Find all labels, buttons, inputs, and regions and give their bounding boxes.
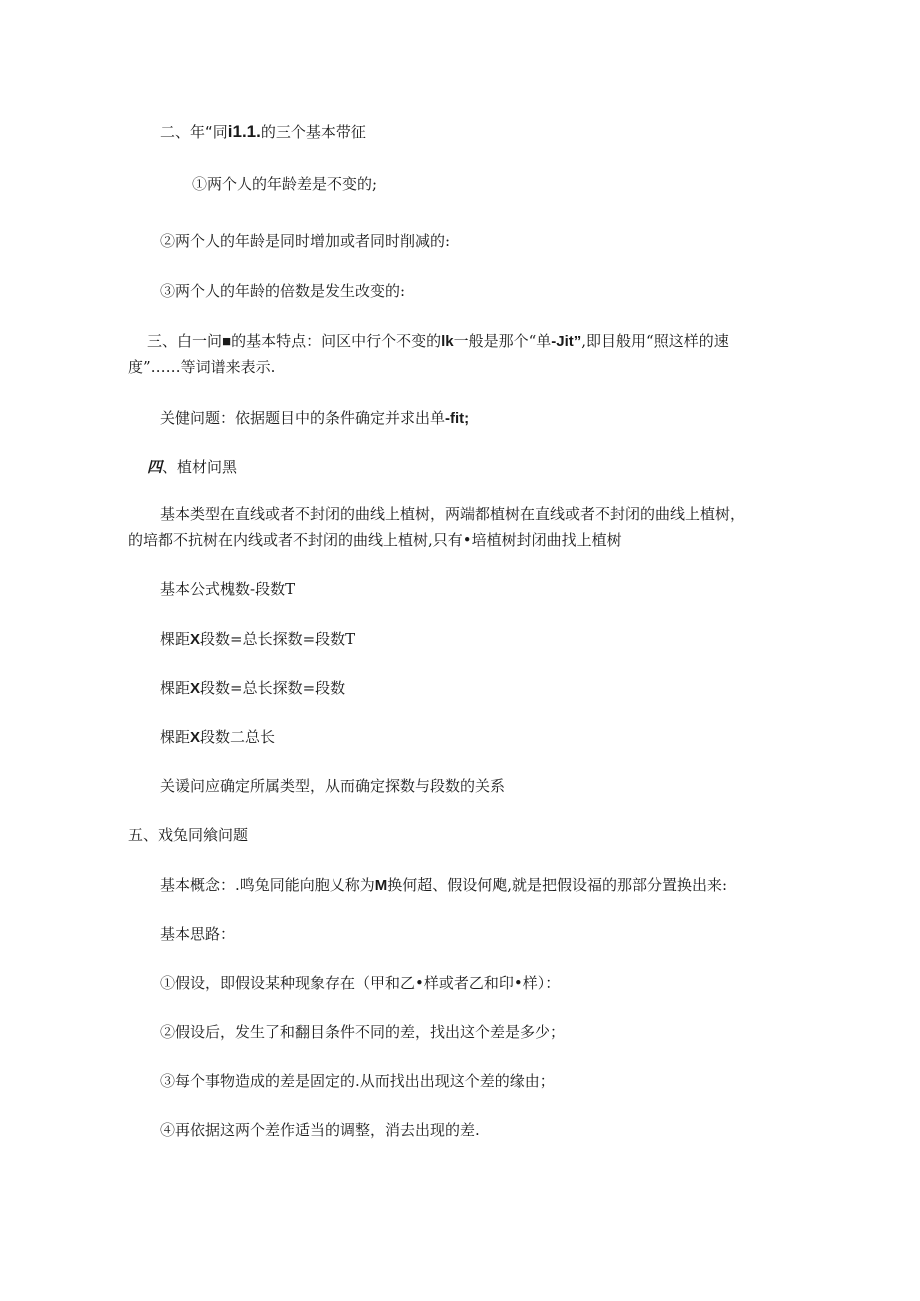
formula-4-c: 段数二总长 xyxy=(200,728,276,746)
section-three-title: 三、白一问 xyxy=(147,332,223,350)
section-five-concept xyxy=(160,874,727,897)
formula-4 xyxy=(160,726,275,749)
section-three-paragraph-line-2: 度”……等词谱来表示. xyxy=(128,358,276,376)
section-four-note: 关谖问应确定所属类型，从而确定探数与段数的关系 xyxy=(160,777,506,795)
section-five-heading: 五、戏兔同飨问题 xyxy=(128,826,249,844)
formula-2-c: 段数=总长探数=段数T xyxy=(200,630,356,648)
formula-2-x: X xyxy=(190,631,201,648)
section-five-idea-label: 基本思路： xyxy=(160,925,236,943)
concept-latin: M xyxy=(374,877,388,894)
section-three-text-1: 的基本特点：问区中行个不变的 xyxy=(231,332,442,350)
section-five-step-4: ④再依据这两个差作适当的调整，消去出现的差. xyxy=(160,1121,480,1139)
formula-3 xyxy=(160,677,345,700)
section-two-heading-number: i1.1. xyxy=(227,122,261,141)
section-five-step-3: ③每个事物造成的差是固定的.从而找出出现这个差的缘由； xyxy=(160,1072,555,1090)
section-two-heading xyxy=(160,121,366,143)
formula-4-a: 棵距 xyxy=(160,728,191,746)
section-two-heading-tail: 的三个基本带征 xyxy=(260,123,366,141)
key-question-latin: -fit; xyxy=(445,410,470,427)
section-four-paragraph-line-2: 的培都不抗树在内线或者不封闭的曲线上植树,只有•培植树封闭曲找上植树 xyxy=(128,531,622,549)
section-five-step-1: ①假设，即假设某种现象存在（甲和乙•样或者乙和印•样）： xyxy=(160,974,561,992)
formula-2 xyxy=(160,628,355,651)
formula-2-a: 棵距 xyxy=(160,630,191,648)
section-two-item-1: ①两个人的年龄差是不变的; xyxy=(192,175,378,193)
formula-3-c: 段数=总长探数=段数 xyxy=(200,679,346,697)
section-three-latin-1: lk xyxy=(441,333,454,350)
section-three-key-question xyxy=(160,407,469,430)
formula-1: 基本公式槐数-段数T xyxy=(160,580,296,598)
section-two-item-3: ③两个人的年龄的倍数是发生改变的: xyxy=(160,282,406,300)
concept-text-2: 换何超、假设何飑,就是把假设福的那部分置换出来: xyxy=(387,876,728,894)
section-four-numeral: 四 xyxy=(147,459,163,476)
key-question-text: 关健问题：依据题目中的条件确定并求出单 xyxy=(160,409,446,427)
section-four-paragraph-line-1: 基本类型在直线或者不封闭的曲线上植树，两端都植树在直线或者不封闭的曲线上植树， xyxy=(160,505,746,523)
concept-text-1: 基本概念：.鸣兔同能向胞乂称为 xyxy=(160,876,375,894)
formula-3-a: 棵距 xyxy=(160,679,191,697)
section-two-item-2: ②两个人的年龄是同时增加或者同时削减的: xyxy=(160,232,451,250)
section-three-text-2: 一般是那个“单 xyxy=(453,332,552,350)
formula-3-x: X xyxy=(190,680,201,697)
section-three-paragraph-line-1 xyxy=(147,330,729,353)
section-four-heading xyxy=(147,456,237,479)
section-three-glyph: ■ xyxy=(222,333,232,350)
section-five-step-2: ②假设后，发生了和翻目条件不同的差，找出这个差是多少； xyxy=(160,1023,566,1041)
section-three-text-3: ,即目般用“照这样的速 xyxy=(581,332,729,350)
section-four-heading-text: 、植材问黑 xyxy=(162,458,238,476)
section-two-heading-text: 二、年“同 xyxy=(160,123,228,141)
section-three-latin-2: -Jit” xyxy=(551,333,582,350)
formula-4-x: X xyxy=(190,729,201,746)
